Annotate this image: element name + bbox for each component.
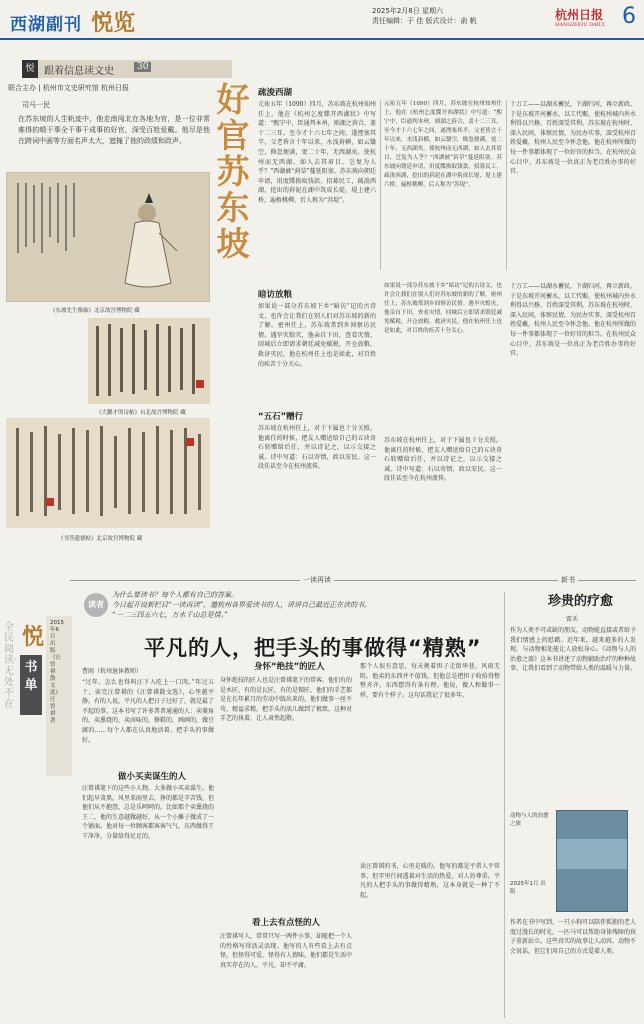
date-line: 2025年2月8日 星期六 <box>372 7 443 15</box>
book-review-title: 珍贵的疗愈 <box>548 594 614 609</box>
column-banner <box>22 60 232 78</box>
section-body-3b: 苏东坡在杭州任上，对于下属也十分关照。他离任的时候，把友人赠送给自己的五块奇石转赠给后任，并以诗记之，以示交接之诚。诗中写道：石以寄情，政以安民。这一段佳话至今在杭州流传。 <box>384 437 502 483</box>
column-intro-quote <box>112 590 371 620</box>
book-cover-image <box>556 810 628 912</box>
newspaper-logo-sub: HANGZHOU DAILY <box>555 22 605 28</box>
feature-col3b: 读汪曾祺的书，心里是暖的。他写的都是平常人平常事，但字里行间透着对生活的热爱，对人的尊重。平凡的人把手头的事做得精熟，这本身就是一种了不起。 <box>360 863 500 899</box>
calligraphy-icon <box>88 318 210 404</box>
feature-title: 平凡的人，把手头的事做得“精熟” <box>144 636 482 660</box>
divider-label-left: 一读再读 <box>300 575 334 585</box>
newspaper-logo: 杭州日报 <box>555 8 604 22</box>
section-body-1: 元祐五年（1090）四月，苏东坡在杭州知州任上，他在《杭州乞度牒开西湖状》中写道：“熙宁中，臣通判本州，则湖之葑合，盖十二三耳。至今才十六七年之间，遂湮塞其半。父老皆言十年以来，水浅葑横，如云翳空，倏忽便满，更二十年，无西湖矣。使杭州而无西湖，如人去其眉目，岂复为人乎？”西湖被“葑草”蔓延阻塞。苏东坡向朝廷申请，用度牒换取钱款，招募民工，疏浚西湖，挖出的葑泥在湖中筑成长堤，堤上建六桥，遍植桃柳，后人称为“苏堤”。 <box>258 101 376 204</box>
column-rule <box>504 592 505 1018</box>
quote-line-3: “一二三四五六七，万水千山总是情。” <box>112 611 228 619</box>
page-header <box>0 0 644 40</box>
feature-col3: 那个人很有意思，每天挑着担子走街串巷，风雨无阻。他卖的东西并不值钱，但他总是把担子收拾得整整齐齐，东西摆得有条有理。他说，做人和做事一样，要有个样子。这句话我记了很多年。 <box>360 663 500 699</box>
feature-author: 曹雨（杭州退休教师） <box>82 668 143 675</box>
section-body-3: 苏东坡在杭州任上，对于下属也十分关照。他离任的时候，把友人赠送给自己的五块奇石转赠给后任，并以诗记之，以示交接之诚。诗中写道：石以寄情，政以安民。这一段佳话至今在杭州流传。 <box>258 425 376 471</box>
column-title: 悦览 <box>91 11 136 36</box>
section-heading-1: 疏浚西湖 <box>258 88 293 98</box>
page-number: 6 <box>622 4 636 29</box>
right-column-body: 十万工——以湖水蓄民，下湖归河，再立新政。于是东坡开河蓄水，以工代赈，使杭州城内外水利得以兴修，百姓深受其利。苏东坡在杭州时，深入民间，体察民情，为民办实事，深受杭州百姓爱戴，杭州人民至今怀念他。他在杭州所做的每一件事都体现了一位好官的担当。在杭州民众心目中，苏东坡是一位真正为老百姓办事的好官。 <box>510 101 636 176</box>
editor-line: 责任编辑：于 佳 版式设计：俞 帆 <box>372 17 477 25</box>
section-heading-2: 暗访放粮 <box>258 290 293 300</box>
feature-subhead-3: 看上去有点怪的人 <box>252 918 321 928</box>
column-rule <box>506 100 507 270</box>
portrait-figure-icon <box>7 173 210 302</box>
book-review-author: 雷禾 <box>566 616 579 623</box>
section-divider <box>70 580 636 581</box>
painting-caption: 《东坡先生像轴》北京故宫博物院 藏 <box>50 308 140 314</box>
portrait-painting <box>6 172 210 302</box>
credit-line: 联合主办 | 杭州市文史研究馆 杭州日报 <box>8 84 130 92</box>
header-meta <box>372 6 477 26</box>
section-body-1b: 元祐五年（1090）四月，苏东坡在杭州知州任上，他在《杭州乞度牒开西湖状》中写道：“熙宁中，臣通判本州，则湖之葑合，盖十二三耳。至今才十六七年之间，遂湮塞其半。父老皆言十年以来，水浅葑横，如云翳空，倏忽便满，更二十年，无西湖矣。使杭州而无西湖，如人去其眉目，岂复为人乎？”西湖被“葑草”蔓延阻塞。苏东坡向朝廷申请，用度牒换取钱款，招募民工，疏浚西湖，挖出的葑泥在湖中筑成长堤，堤上建六桥，遍植桃柳，后人称为“苏堤”。 <box>384 101 502 188</box>
reader-badge: 读者 <box>84 593 108 617</box>
calligraphy-image-1 <box>88 318 210 404</box>
section-body-2b: 如果说一部分苏东坡下乡“暗访”记的古诗文，也许会让我们在别人们对苏东坡的新的了解。密州任上，苏东坡常到乡间察访民情。遇旱灾蝗灾，他亲自下田，查看灾情，回城后立即请求朝廷减免赋税，开仓放粮，救济灾民。他在杭州任上也是如此，对百姓的疾苦十分关心。 <box>384 283 502 334</box>
column-rule <box>380 100 381 270</box>
calligraphy-scroll-icon <box>6 418 210 528</box>
side-column-big: 悦 <box>22 624 45 650</box>
book-review-body: 作为人类不可或缺的朋友，动物能直接或者给予我们情感上的慰藉。近年来，越来越多的人发现，与动物相处能让人放松身心。《动物与人的治愈之旅》这本书讲述了动物辅助治疗的种种故事，让我们看到了动物带给人类的温暖与力量。 <box>510 627 636 673</box>
book-cover-info: 2025年1月 出版 <box>510 881 546 895</box>
book-info-left: 2015年6月出版 《汪曾祺散文选》 汪曾祺 著 <box>50 620 64 724</box>
article-title: 好官苏东坡 <box>216 80 250 263</box>
article-intro: 在苏东坡的人生轨迹中，他走南闯北在各地为官，是一位非常难得的晴干事全干事干成事的好官，深受百姓爱戴。他尽是他在跨词中画等方面名声太大，遮掩了他的政绩和政声。 <box>18 115 210 145</box>
category-label: 书单 <box>20 655 42 715</box>
calligraphy-caption-1: 《大鹏才的诗帖》台北故宫博物院 藏 <box>96 410 186 416</box>
book-info-strip <box>46 616 72 776</box>
calligraphy-caption-2: 《书答遗德帖》北京故宫博物院 藏 <box>58 536 143 542</box>
feature-col2b: 汪曾祺写人，常常只写一两件小事，却能把一个人的性格写得活灵活现。他写的人有些看上去有点怪，但怪得可爱，怪得有人情味。他们都是生活中真实存在的人，平凡，却不平庸。 <box>220 933 352 969</box>
feature-subhead-2: 身怀“绝技”的匠人 <box>254 662 325 672</box>
feature-col1: “过年，怎么也得叫汪下入吃上一口肉。”年过五十，读完汪曾祺的《汪曾祺散文选》，心里越平静。有的人说，平凡的人把日子过好了，就是最了不起的事。这本书写了许多普普通通的人：卖菱角的，卖熏烧的，卖卤味的，修鞋的，画画的，做豆腐的……每个人都在认真地活着，把手头的事做好。 <box>82 679 214 744</box>
banner-tag: 30 <box>134 62 151 72</box>
banner-label: 跟着信息读文史 <box>44 66 114 77</box>
book-cover-band <box>557 839 627 869</box>
book-review-body-2: 作者在书中写到，一只小狗可以陪伴孤独的老人度过漫长的时光，一匹马可以帮助身体残障的孩子重新站立。这些真实的故事让人动容。动物不会说话，但它们用自己的方式爱着人类。 <box>510 919 636 955</box>
section-heading-3: “五石”赠行 <box>258 412 304 422</box>
section-title: 西湖副刊 <box>10 15 82 35</box>
divider-label-right: 新书 <box>558 575 578 585</box>
section-body-2: 如果说一部分苏东坡下乡“暗访”记的古诗文，也许会让我们在别人们对苏东坡的新的了解。密州任上，苏东坡常到乡间察访民情。遇旱灾蝗灾，他亲自下田，查看灾情，回城后立即请求朝廷减免赋税，开仓放粮，救济灾民。他在杭州任上也是如此，对百姓的疾苦十分关心。 <box>258 303 376 368</box>
quote-line-2: 今日起开设新栏目“一读再读”，邀杭州各界爱读书的人，讲讲自己最近正在读的书。 <box>112 601 372 609</box>
feature-subhead-1: 做小买卖谋生的人 <box>118 772 187 782</box>
feature-col1b: 汪曾祺笔下的这些小人物，大多做小买卖谋生。他们起早贪黑，风里来雨里去，挣的都是辛苦钱，但他们从不抱怨，总是乐呵呵的。比如那个卖熏烧的王二，他的生意越做越好，从一个小摊子做成了一个铺面。他对每一位顾客都客客气气，东西做得干干净净，分量给得足足的。 <box>82 785 214 840</box>
book-cover-title: 动物与人的治愈之旅 <box>510 813 549 827</box>
header-section <box>10 6 135 37</box>
banner-chip: 悦 <box>22 60 38 78</box>
quote-line-1: 为什么要读书？每个人都有自己的答案。 <box>112 591 238 599</box>
right-column-body-2: 十万工——以湖水蓄民，下湖归河，再立新政。于是东坡开河蓄水，以工代赈，使杭州城内外水利得以兴修，百姓深受其利。苏东坡在杭州时，深入民间，体察民情，为民办实事，深受杭州百姓爱戴，杭州人民至今怀念他。他在杭州所做的每一件事都体现了一位好官的担当。在杭州民众心目中，苏东坡是一位真正为老百姓办事的好官。 <box>510 283 636 358</box>
calligraphy-image-2 <box>6 418 210 528</box>
feature-col2: 身怀绝技的匠人也是汪曾祺笔下的常客。他们有的是木匠，有的是瓦匠，有的是锡匠，他们的手艺都是在长年累月的劳动中练出来的。他们做事一丝不苟，精益求精，把手头的活儿做到了极致。这种对手艺的执着，让人肃然起敬。 <box>220 677 352 723</box>
side-slogan: 全民阅读·无处不在 <box>4 622 18 710</box>
article-author: 司马一民 <box>22 101 50 109</box>
